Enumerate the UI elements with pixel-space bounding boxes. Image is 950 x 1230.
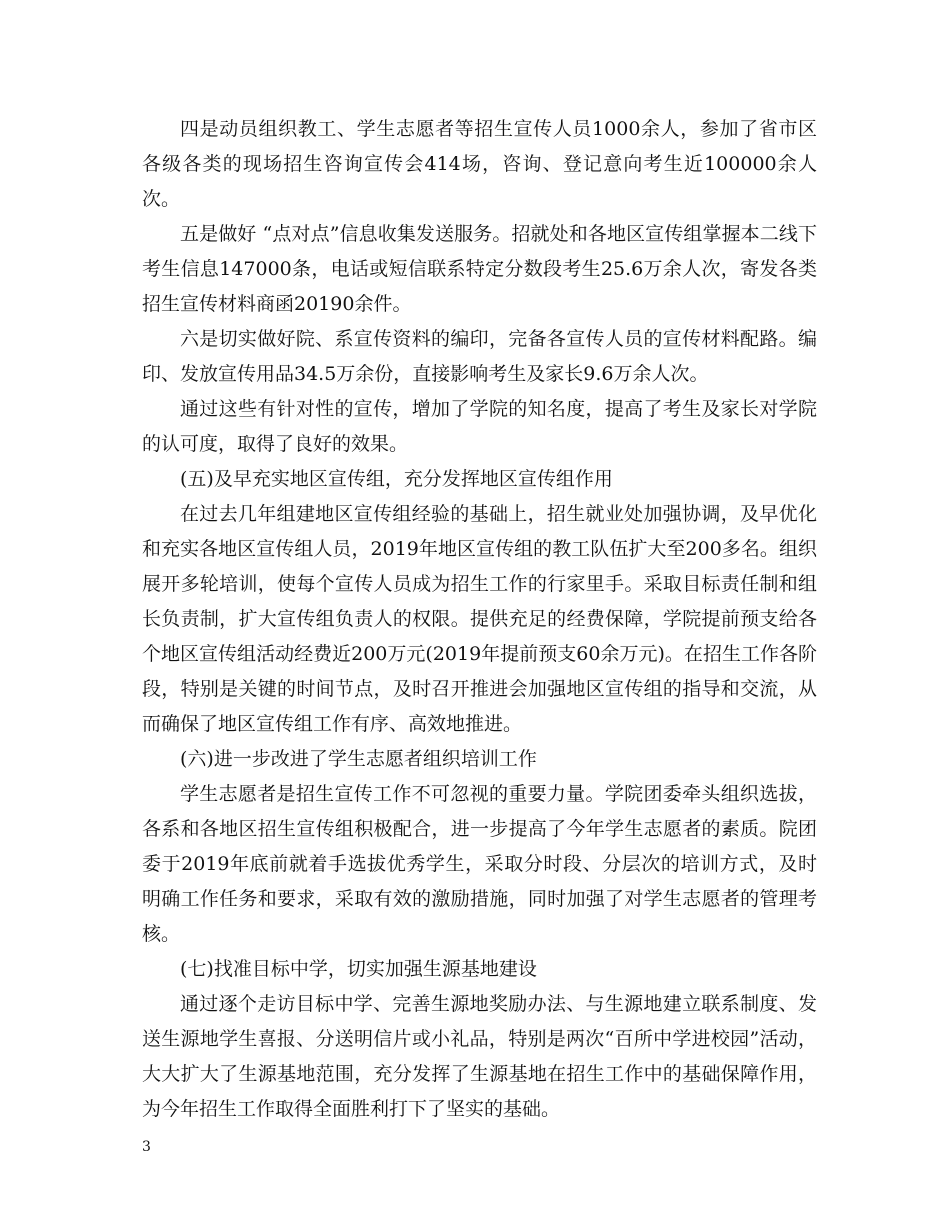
section-heading-five: (五)及早充实地区宣传组，充分发挥地区宣传组作用 bbox=[180, 468, 613, 490]
paragraph-summary: 通过这些有针对性的宣传，增加了学院的知名度，提高了考生及家长对学院的认可度，取得了良好的效果。 bbox=[142, 398, 817, 455]
section-heading-six: (六)进一步改进了学生志愿者组织培训工作 bbox=[180, 748, 537, 770]
paragraph-source-bases: 通过逐个走访目标中学、完善生源地奖励办法、与生源地建立联系制度、发送生源地学生喜报、分送明信片或小礼品，特别是两次“百所中学进校园”活动，大大扩大了生源基地范围，充分发挥了生源基地在招生工作中的基础保障作用，为今年招生工作取得全面胜利打下了坚实的基础。 bbox=[142, 993, 817, 1120]
page-number: 3 bbox=[142, 1139, 151, 1155]
section-heading-seven: (七)找准目标中学，切实加强生源基地建设 bbox=[180, 958, 537, 980]
paragraph-point-four: 四是动员组织教工、学生志愿者等招生宣传人员1000余人，参加了省市区各级各类的现场招生咨询宣传会414场，咨询、登记意向考生近100000余人次。 bbox=[142, 118, 817, 210]
paragraph-point-five: 五是做好 “点对点”信息收集发送服务。招就处和各地区宣传组掌握本二线下考生信息147000条，电话或短信联系特定分数段考生25.6万余人次，寄发各类招生宣传材料商函20190余件。 bbox=[142, 223, 817, 315]
paragraph-regional-groups: 在过去几年组建地区宣传组经验的基础上，招生就业处加强协调，及早优化和充实各地区宣传组人员，2019年地区宣传组的教工队伍扩大至200多名。组织展开多轮培训，使每个宣传人员成为招生工作的行家里手。采取目标责任制和组长负责制，扩大宣传组负责人的权限。提供充足的经费保障，学院提前预支给各个地区宣传组活动经费近200万元(2019年提前预支60余万元)。在招生工作各阶段，特别是关键的时间节点，及时召开推进会加强地区宣传组的指导和交流，从而确保了地区宣传组工作有序、高效地推进。 bbox=[142, 503, 817, 735]
document-body bbox=[142, 112, 817, 1127]
paragraph-point-six: 六是切实做好院、系宣传资料的编印，完备各宣传人员的宣传材料配路。编印、发放宣传用品34.5万余份，直接影响考生及家长9.6万余人次。 bbox=[142, 328, 817, 385]
paragraph-student-volunteers: 学生志愿者是招生宣传工作不可忽视的重要力量。学院团委牵头组织选拔，各系和各地区招生宣传组积极配合，进一步提高了今年学生志愿者的素质。院团委于2019年底前就着手选拔优秀学生，采取分时段、分层次的培训方式，及时明确工作任务和要求，采取有效的激励措施，同时加强了对学生志愿者的管理考核。 bbox=[142, 783, 817, 945]
